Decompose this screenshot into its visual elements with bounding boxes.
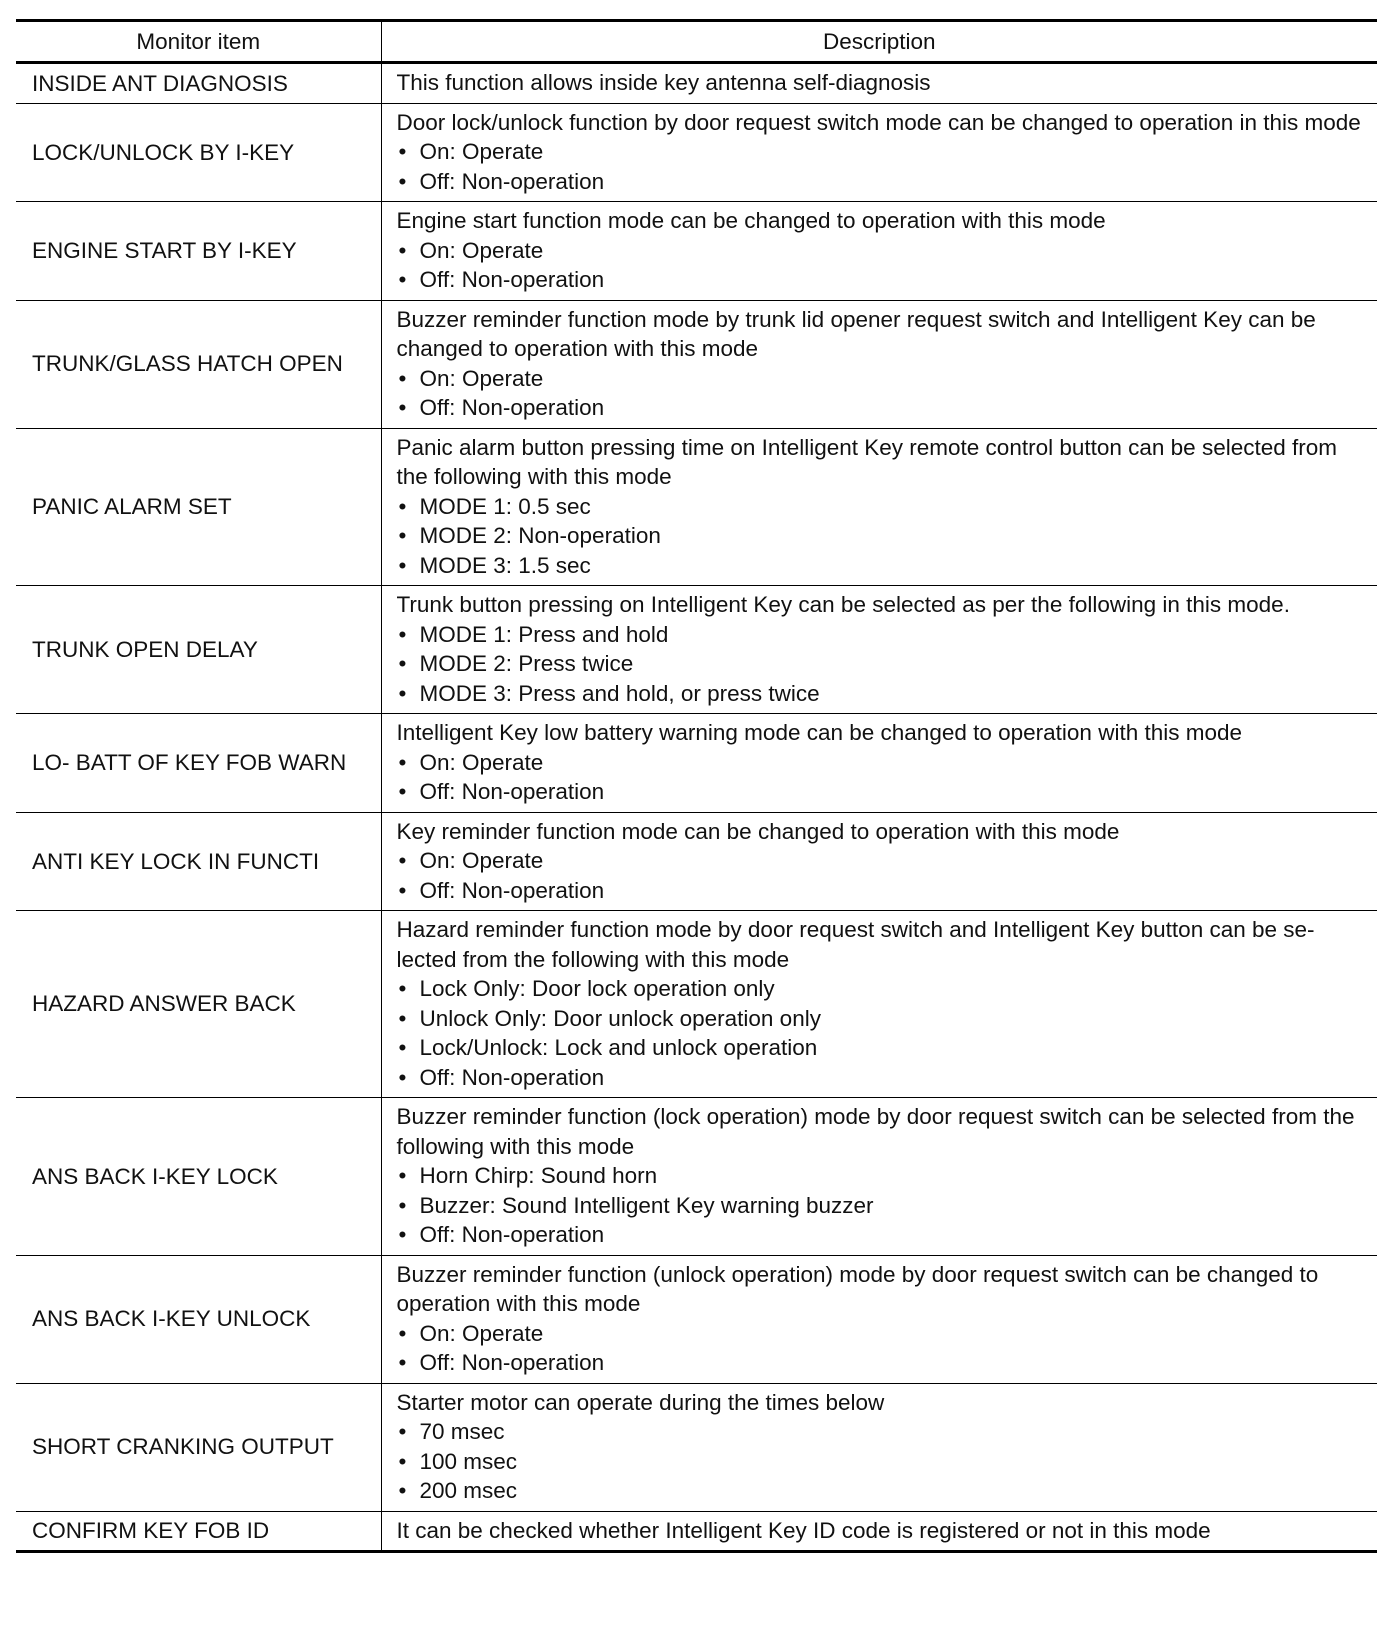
table-row: [16, 1098, 1377, 1256]
monitor-item-cell: LOCK/UNLOCK BY I-KEY: [16, 103, 381, 202]
monitor-item-cell: INSIDE ANT DIAGNOSIS: [32, 70, 288, 96]
option-list-item: • MODE 3: Press and hold, or press twice: [397, 679, 1368, 709]
table-row: [16, 428, 1377, 586]
monitor-item-cell: LO- BATT OF KEY FOB WARN: [16, 714, 381, 813]
description-cell: [381, 202, 1377, 301]
option-list: [397, 1417, 1368, 1506]
option-list: [397, 748, 1368, 807]
option-list: [397, 236, 1368, 295]
option-list-item: • On: Operate: [397, 236, 1368, 266]
table-row: [16, 103, 1377, 202]
description-cell: [381, 911, 1377, 1098]
option-list: [397, 364, 1368, 423]
description-text: Buzzer reminder function (lock operation) mode by door request switch can be selected from the following with this mode: [396, 1104, 1355, 1159]
monitor-item-cell: TRUNK OPEN DELAY: [16, 586, 381, 714]
option-list: [397, 492, 1368, 581]
header-description: Description: [381, 21, 1377, 63]
description-cell: [381, 1511, 1377, 1552]
option-list-item: • MODE 3: 1.5 sec: [397, 551, 1368, 581]
description-text: Hazard reminder function mode by door request switch and Intelligent Key button can be se-lected from the following with this mode: [396, 917, 1315, 972]
table-row: [16, 911, 1377, 1098]
option-list-item: • Off: Non-operation: [397, 1348, 1368, 1378]
option-list-item: • 200 msec: [397, 1476, 1368, 1506]
table-row: [16, 300, 1377, 428]
description-cell: [381, 1383, 1377, 1511]
option-list-item: • Off: Non-operation: [397, 265, 1368, 295]
option-list-item: • MODE 2: Press twice: [397, 649, 1368, 679]
option-list-item: • Off: Non-operation: [397, 167, 1368, 197]
table-row: [16, 1383, 1377, 1511]
table-row: [16, 812, 1377, 911]
description-cell: [381, 1255, 1377, 1383]
option-list-item: • On: Operate: [397, 364, 1368, 394]
description-cell: [381, 586, 1377, 714]
option-list: [397, 974, 1368, 1092]
description-text: Buzzer reminder function mode by trunk lid opener request switch and Intelligent Key can be changed to operation with this mode: [396, 306, 1316, 361]
option-list-item: • Lock/Unlock: Lock and unlock operation: [397, 1033, 1368, 1063]
option-list-item: • MODE 1: 0.5 sec: [397, 492, 1368, 522]
option-list-item: • MODE 1: Press and hold: [397, 620, 1368, 650]
monitor-item-cell: ANTI KEY LOCK IN FUNCTI: [16, 812, 381, 911]
description-text: Engine start function mode can be changed to operation with this mode: [396, 208, 1106, 233]
monitor-item-cell: HAZARD ANSWER BACK: [16, 911, 381, 1098]
description-text: Trunk button pressing on Intelligent Key can be selected as per the following in this mode.: [396, 592, 1290, 617]
option-list-item: • Buzzer: Sound Intelligent Key warning buzzer: [397, 1191, 1368, 1221]
option-list-item: • On: Operate: [397, 846, 1368, 876]
description-cell: [381, 103, 1377, 202]
option-list-item: • Off: Non-operation: [397, 393, 1368, 423]
table-header: [16, 21, 1377, 63]
table-row: [16, 586, 1377, 714]
option-list: [397, 1319, 1368, 1378]
option-list: [397, 846, 1368, 905]
description-text: Door lock/unlock function by door request switch mode can be changed to operation in this mode: [396, 109, 1361, 135]
option-list: [397, 1161, 1368, 1250]
monitor-item-cell: SHORT CRANKING OUTPUT: [16, 1383, 381, 1511]
option-list-item: • Off: Non-operation: [397, 876, 1368, 906]
description-text: This function allows inside key antenna self-diagnosis: [396, 70, 931, 95]
option-list-item: • Off: Non-operation: [397, 1220, 1368, 1250]
description-text: Intelligent Key low battery warning mode can be changed to operation with this mode: [396, 720, 1243, 745]
option-list-item: • Unlock Only: Door unlock operation only: [397, 1004, 1368, 1034]
description-cell: [381, 714, 1377, 813]
table-row: [16, 714, 1377, 813]
description-text: Starter motor can operate during the times below: [396, 1389, 885, 1415]
option-list-item: • Horn Chirp: Sound horn: [397, 1161, 1368, 1191]
table-body: [16, 63, 1377, 1552]
monitor-item-cell: ENGINE START BY I-KEY: [16, 202, 381, 301]
header-row: [16, 21, 1377, 63]
description-cell: [381, 300, 1377, 428]
table-row: [16, 202, 1377, 301]
option-list-item: • Off: Non-operation: [397, 1063, 1368, 1093]
option-list-item: • Off: Non-operation: [397, 777, 1368, 807]
option-list-item: • 70 msec: [397, 1417, 1368, 1447]
monitor-item-cell: TRUNK/GLASS HATCH OPEN: [16, 300, 381, 428]
monitor-item-cell: ANS BACK I-KEY UNLOCK: [16, 1255, 381, 1383]
monitor-item-cell: CONFIRM KEY FOB ID: [16, 1511, 381, 1552]
description-cell: [381, 1098, 1377, 1256]
option-list: [397, 620, 1368, 709]
description-text: Key reminder function mode can be changed to operation with this mode: [396, 818, 1120, 844]
table-row: [16, 63, 1377, 104]
description-text: It can be checked whether Intelligent Key ID code is registered or not in this mode: [396, 1517, 1211, 1543]
description-text: Panic alarm button pressing time on Intelligent Key remote control button can be selected from the following with this mode: [396, 434, 1338, 489]
description-cell: [381, 812, 1377, 911]
option-list-item: • 100 msec: [397, 1447, 1368, 1477]
description-cell: [381, 428, 1377, 586]
table-row: [16, 1511, 1377, 1552]
table-row: [16, 1255, 1377, 1383]
monitor-item-cell: PANIC ALARM SET: [16, 428, 381, 586]
description-text: Buzzer reminder function (unlock operation) mode by door request switch can be changed to operation with this mode: [396, 1261, 1319, 1316]
option-list-item: • Lock Only: Door lock operation only: [397, 974, 1368, 1004]
option-list-item: • MODE 2: Non-operation: [397, 521, 1368, 551]
monitor-item-cell: ANS BACK I-KEY LOCK: [16, 1098, 381, 1256]
option-list: [397, 137, 1368, 196]
option-list-item: • On: Operate: [397, 137, 1368, 167]
option-list-item: • On: Operate: [397, 1319, 1368, 1349]
option-list-item: • On: Operate: [397, 748, 1368, 778]
header-monitor-item: Monitor item: [16, 21, 381, 63]
monitor-item-table: [16, 19, 1377, 1553]
description-cell: [381, 63, 1377, 104]
